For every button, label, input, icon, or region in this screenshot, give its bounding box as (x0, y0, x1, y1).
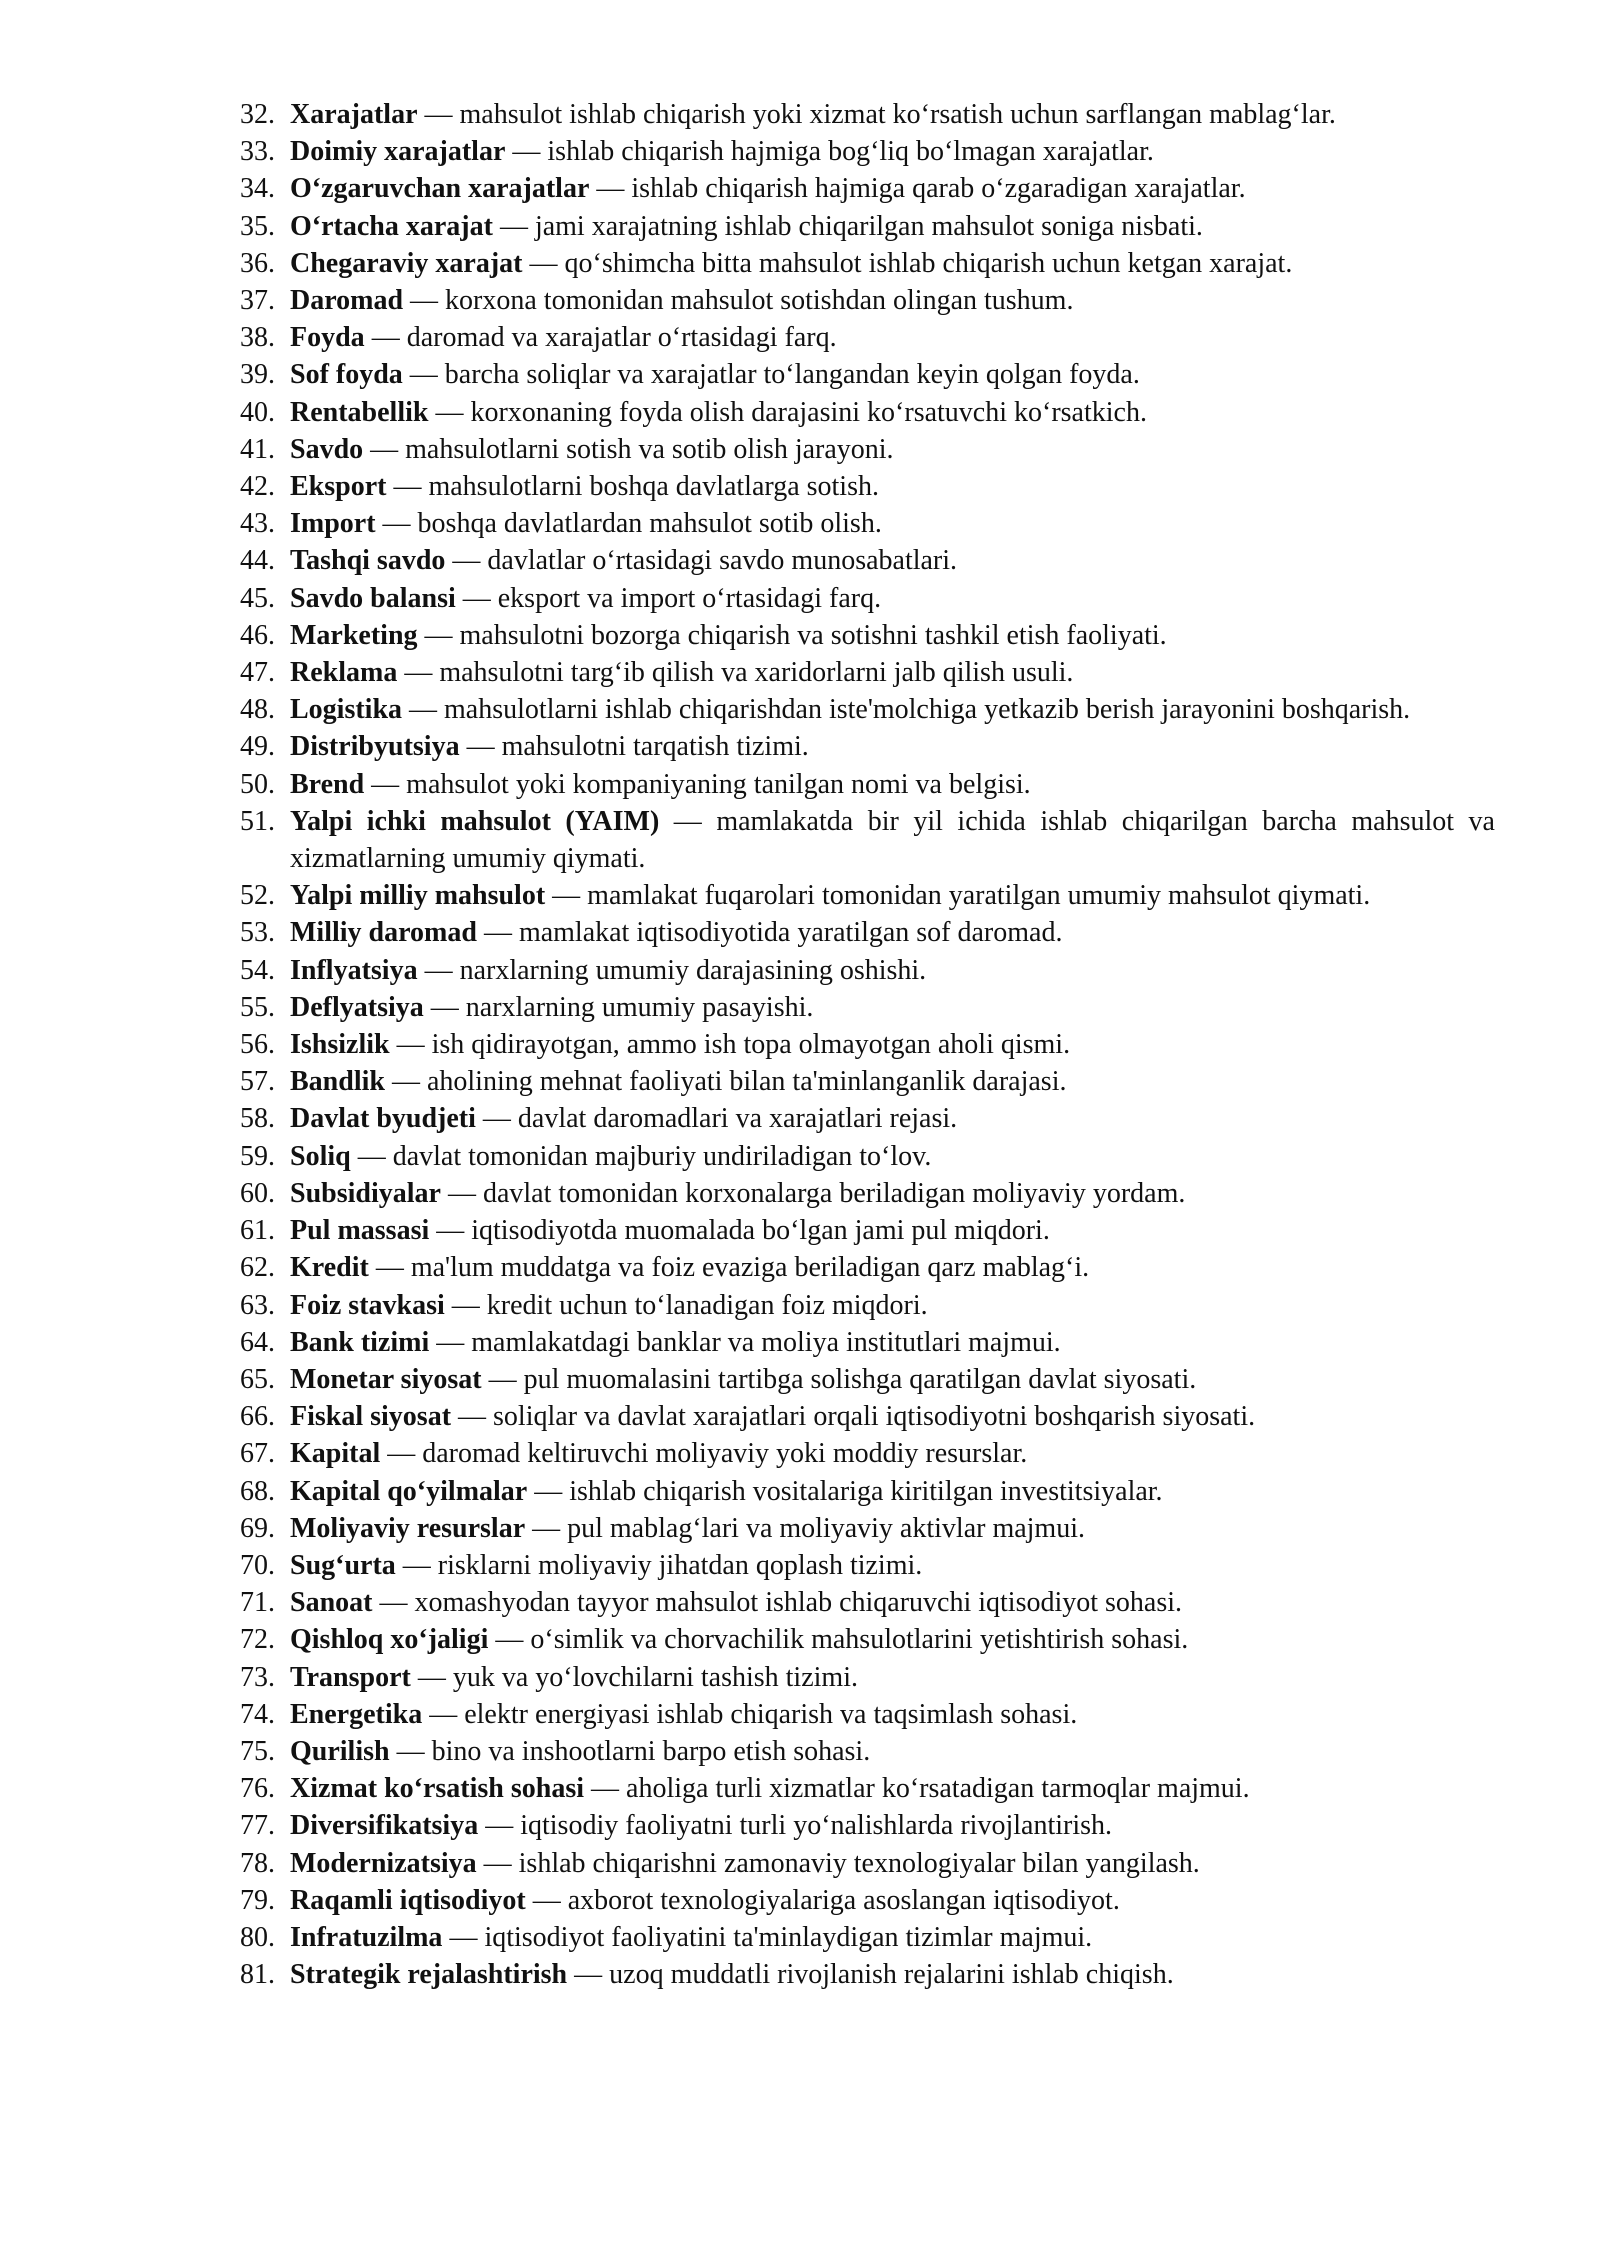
term-name: Deflyatsiya (290, 991, 424, 1023)
term-definition: — mahsulotlarni boshqa davlatlarga sotish. (386, 471, 879, 503)
glossary-item (240, 1026, 1495, 1063)
item-number: 47. (240, 657, 275, 689)
item-number: 32. (240, 99, 275, 130)
item-number: 77. (240, 1810, 275, 1842)
term-definition: — kredit uchun to‘lanadigan foiz miqdori. (444, 1289, 928, 1321)
term-definition: — mamlakatda bir yil ichida ishlab chiqarilgan barcha mahsulot va xizmatlarning umumiy qiymati. (290, 805, 1495, 875)
glossary-item (240, 914, 1495, 951)
item-number: 37. (240, 285, 275, 317)
glossary-item (240, 133, 1495, 170)
glossary-item (240, 691, 1495, 728)
glossary-item (240, 394, 1495, 431)
item-number: 40. (240, 396, 275, 428)
term-definition: — jami xarajatning ishlab chiqarilgan mahsulot soniga nisbati. (492, 210, 1203, 242)
term-name: Logistika (290, 694, 403, 726)
term-definition: — xomashyodan tayyor mahsulot ishlab chiqaruvchi iqtisodiyot sohasi. (372, 1587, 1183, 1619)
term-name: Savdo (290, 433, 364, 465)
item-number: 72. (240, 1624, 275, 1656)
term-definition: — mamlakatdagi banklar va moliya institutlari majmui. (429, 1326, 1061, 1358)
term-definition: — ishlab chiqarish vositalariga kiritilgan investitsiyalar. (527, 1475, 1163, 1507)
term-name: Energetika (290, 1698, 423, 1730)
term-definition: — mahsulot yoki kompaniyaning tanilgan nomi va belgisi. (364, 768, 1031, 800)
glossary-item (240, 1919, 1495, 1956)
term-name: Reklama (290, 657, 398, 689)
term-definition: — elektr energiyasi ishlab chiqarish va taqsimlash sohasi. (422, 1698, 1078, 1730)
item-number: 63. (240, 1289, 275, 1321)
item-number: 46. (240, 619, 275, 651)
glossary-item (240, 580, 1495, 617)
glossary-item (240, 728, 1495, 765)
item-number: 33. (240, 136, 275, 168)
glossary-item (240, 1398, 1495, 1435)
term-name: Foiz stavkasi (290, 1289, 445, 1321)
item-number: 45. (240, 582, 275, 614)
term-name: Diversifikatsiya (290, 1810, 479, 1842)
term-definition: — eksport va import o‘rtasidagi farq. (455, 582, 882, 614)
item-number: 51. (240, 805, 275, 837)
term-name: Sug‘urta (290, 1549, 396, 1581)
term-name: Davlat byudjeti (290, 1103, 476, 1135)
glossary-item (240, 1287, 1495, 1324)
item-number: 59. (240, 1140, 275, 1172)
term-definition: — daromad keltiruvchi moliyaviy yoki moddiy resurslar. (380, 1438, 1028, 1470)
glossary-item (240, 1473, 1495, 1510)
item-number: 73. (240, 1661, 275, 1693)
glossary-item (240, 989, 1495, 1026)
glossary-item (240, 877, 1495, 914)
glossary-item (240, 1733, 1495, 1770)
glossary-list (240, 96, 1495, 1993)
item-number: 60. (240, 1177, 275, 1209)
item-number: 62. (240, 1252, 275, 1284)
item-number: 71. (240, 1587, 275, 1619)
term-definition: — ish qidirayotgan, ammo ish topa olmayotgan aholi qismi. (389, 1029, 1071, 1061)
term-name: Milliy daromad (290, 917, 477, 949)
glossary-item (240, 468, 1495, 505)
item-number: 55. (240, 991, 275, 1023)
glossary-item (240, 319, 1495, 356)
term-name: Transport (290, 1661, 411, 1693)
term-name: Doimiy xarajatlar (290, 136, 506, 168)
term-definition: — mahsulotni bozorga chiqarish va sotishni tashkil etish faoliyati. (417, 619, 1167, 651)
term-name: Distribyutsiya (290, 731, 460, 763)
item-number: 38. (240, 322, 275, 354)
item-number: 68. (240, 1475, 275, 1507)
glossary-item (240, 282, 1495, 319)
glossary-item (240, 1212, 1495, 1249)
item-number: 53. (240, 917, 275, 949)
term-name: Bandlik (290, 1066, 385, 1098)
glossary-item (240, 803, 1495, 877)
item-number: 56. (240, 1029, 275, 1061)
item-number: 52. (240, 880, 275, 912)
glossary-item (240, 1361, 1495, 1398)
term-definition: — risklarni moliyaviy jihatdan qoplash tizimi. (395, 1549, 923, 1581)
term-name: Raqamli iqtisodiyot (290, 1884, 526, 1916)
term-definition: — korxona tomonidan mahsulot sotishdan olingan tushum. (403, 285, 1074, 317)
term-name: Yalpi ichki mahsulot (YAIM) (290, 805, 660, 837)
term-definition: — axborot texnologiyalariga asoslangan iqtisodiyot. (525, 1884, 1120, 1916)
glossary-item (240, 1175, 1495, 1212)
term-name: O‘zgaruvchan xarajatlar (290, 173, 590, 205)
term-definition: — pul mablag‘lari va moliyaviy aktivlar majmui. (525, 1512, 1085, 1544)
glossary-item (240, 1659, 1495, 1696)
term-definition: — iqtisodiyotda muomalada bo‘lgan jami pul miqdori. (429, 1215, 1050, 1247)
term-name: Bank tizimi (290, 1326, 430, 1358)
term-definition: — mahsulotlarni sotish va sotib olish jarayoni. (363, 433, 894, 465)
term-definition: — narxlarning umumiy pasayishi. (423, 991, 814, 1023)
term-definition: — barcha soliqlar va xarajatlar to‘langandan keyin qolgan foyda. (402, 359, 1140, 391)
term-definition: — pul muomalasini tartibga solishga qaratilgan davlat siyosati. (481, 1363, 1197, 1395)
glossary-item (240, 766, 1495, 803)
term-name: Import (290, 508, 376, 540)
item-number: 39. (240, 359, 275, 391)
term-definition: — aholining mehnat faoliyati bilan ta'minlanganlik darajasi. (384, 1066, 1067, 1098)
term-definition: — ma'lum muddatga va foiz evaziga beriladigan qarz mablag‘i. (368, 1252, 1090, 1284)
term-definition: — davlat tomonidan korxonalarga beriladigan moliyaviy yordam. (440, 1177, 1186, 1209)
item-number: 78. (240, 1847, 275, 1879)
item-number: 66. (240, 1401, 275, 1433)
term-name: Infratuzilma (290, 1921, 443, 1953)
item-number: 61. (240, 1215, 275, 1247)
term-definition: — bino va inshootlarni barpo etish sohasi. (389, 1735, 871, 1767)
glossary-item (240, 245, 1495, 282)
item-number: 58. (240, 1103, 275, 1135)
glossary-item (240, 1063, 1495, 1100)
glossary-item (240, 654, 1495, 691)
term-definition: — davlatlar o‘rtasidagi savdo munosabatlari. (445, 545, 958, 577)
item-number: 79. (240, 1884, 275, 1916)
glossary-item (240, 505, 1495, 542)
glossary-item (240, 1249, 1495, 1286)
term-name: Xizmat ko‘rsatish sohasi (290, 1773, 585, 1805)
term-definition: — ishlab chiqarishni zamonaviy texnologiyalar bilan yangilash. (476, 1847, 1200, 1879)
glossary-item (240, 1324, 1495, 1361)
term-definition: — mamlakat fuqarolari tomonidan yaratilgan umumiy mahsulot qiymati. (545, 880, 1371, 912)
term-name: Pul massasi (290, 1215, 430, 1247)
item-number: 80. (240, 1921, 275, 1953)
term-definition: — mahsulotni targ‘ib qilish va xaridorlarni jalb qilish usuli. (397, 657, 1074, 689)
item-number: 43. (240, 508, 275, 540)
term-name: Inflyatsiya (290, 954, 418, 986)
item-number: 41. (240, 433, 275, 465)
glossary-item (240, 1807, 1495, 1844)
term-definition: — aholiga turli xizmatlar ko‘rsatadigan tarmoqlar majmui. (584, 1773, 1250, 1805)
term-name: Qishloq xo‘jaligi (290, 1624, 489, 1656)
glossary-item (240, 431, 1495, 468)
item-number: 36. (240, 247, 275, 279)
term-definition: — ishlab chiqarish hajmiga bog‘liq bo‘lmagan xarajatlar. (505, 136, 1154, 168)
term-definition: — davlat tomonidan majburiy undiriladigan to‘lov. (350, 1140, 932, 1172)
term-definition: — boshqa davlatlardan mahsulot sotib olish. (375, 508, 882, 540)
term-definition: — yuk va yo‘lovchilarni tashish tizimi. (410, 1661, 858, 1693)
item-number: 74. (240, 1698, 275, 1730)
term-definition: — mahsulotlarni ishlab chiqarishdan iste'molchiga yetkazib berish jarayonini boshqarish. (402, 694, 1411, 726)
term-name: Kapital qo‘yilmalar (290, 1475, 528, 1507)
glossary-item (240, 617, 1495, 654)
item-number: 57. (240, 1066, 275, 1098)
glossary-item (240, 1138, 1495, 1175)
glossary-item (240, 1584, 1495, 1621)
item-number: 49. (240, 731, 275, 763)
glossary-item (240, 1696, 1495, 1733)
term-name: Sof foyda (290, 359, 403, 391)
term-name: Ishsizlik (290, 1029, 390, 1061)
term-definition: — korxonaning foyda olish darajasini ko‘rsatuvchi ko‘rsatkich. (428, 396, 1147, 428)
term-name: O‘rtacha xarajat (290, 210, 493, 242)
item-number: 42. (240, 471, 275, 503)
term-name: Monetar siyosat (290, 1363, 482, 1395)
term-name: Savdo balansi (290, 582, 456, 614)
term-name: Subsidiyalar (290, 1177, 441, 1209)
term-name: Moliyaviy resurslar (290, 1512, 526, 1544)
term-definition: — mahsulot ishlab chiqarish yoki xizmat ko‘rsatish uchun sarflangan mablag‘lar. (417, 99, 1336, 130)
glossary-item (240, 1547, 1495, 1584)
item-number: 67. (240, 1438, 275, 1470)
term-name: Eksport (290, 471, 387, 503)
glossary-item (240, 1956, 1495, 1993)
term-name: Sanoat (290, 1587, 373, 1619)
term-name: Soliq (290, 1140, 351, 1172)
glossary-item (240, 1435, 1495, 1472)
term-name: Kredit (290, 1252, 369, 1284)
glossary-item (240, 952, 1495, 989)
term-definition: — davlat daromadlari va xarajatlari rejasi. (475, 1103, 958, 1135)
term-definition: — ishlab chiqarish hajmiga qarab o‘zgaradigan xarajatlar. (589, 173, 1246, 205)
term-name: Tashqi savdo (290, 545, 446, 577)
term-name: Brend (290, 768, 365, 800)
term-name: Daromad (290, 285, 404, 317)
term-name: Fiskal siyosat (290, 1401, 452, 1433)
item-number: 65. (240, 1363, 275, 1395)
glossary-item (240, 356, 1495, 393)
glossary-item (240, 208, 1495, 245)
glossary-item (240, 1510, 1495, 1547)
term-name: Kapital (290, 1438, 381, 1470)
item-number: 34. (240, 173, 275, 205)
term-name: Rentabellik (290, 396, 429, 428)
item-number: 64. (240, 1326, 275, 1358)
item-number: 75. (240, 1735, 275, 1767)
term-definition: — qo‘shimcha bitta mahsulot ishlab chiqarish uchun ketgan xarajat. (522, 247, 1293, 279)
term-name: Xarajatlar (290, 99, 418, 130)
item-number: 70. (240, 1549, 275, 1581)
glossary-item (240, 1100, 1495, 1137)
glossary-item (240, 542, 1495, 579)
term-name: Yalpi milliy mahsulot (290, 880, 546, 912)
term-definition: — mahsulotni tarqatish tizimi. (459, 731, 809, 763)
item-number: 48. (240, 694, 275, 726)
term-definition: — iqtisodiy faoliyatni turli yo‘nalishlarda rivojlantirish. (478, 1810, 1113, 1842)
item-number: 44. (240, 545, 275, 577)
term-name: Modernizatsiya (290, 1847, 477, 1879)
item-number: 50. (240, 768, 275, 800)
glossary-item (240, 96, 1495, 133)
term-definition: — narxlarning umumiy darajasining oshishi. (417, 954, 927, 986)
term-definition: — uzoq muddatli rivojlanish rejalarini ishlab chiqish. (567, 1959, 1174, 1991)
item-number: 76. (240, 1773, 275, 1805)
term-name: Marketing (290, 619, 418, 651)
glossary-item (240, 170, 1495, 207)
term-name: Chegaraviy xarajat (290, 247, 523, 279)
term-definition: — o‘simlik va chorvachilik mahsulotlarini yetishtirish sohasi. (488, 1624, 1189, 1656)
item-number: 35. (240, 210, 275, 242)
term-definition: — daromad va xarajatlar o‘rtasidagi farq. (364, 322, 837, 354)
term-definition: — soliqlar va davlat xarajatlari orqali iqtisodiyotni boshqarish siyosati. (451, 1401, 1256, 1433)
term-name: Foyda (290, 322, 365, 354)
term-definition: — iqtisodiyot faoliyatini ta'minlaydigan tizimlar majmui. (442, 1921, 1093, 1953)
term-definition: — mamlakat iqtisodiyotida yaratilgan sof daromad. (476, 917, 1063, 949)
item-number: 54. (240, 954, 275, 986)
item-number: 81. (240, 1959, 275, 1991)
glossary-item (240, 1845, 1495, 1882)
term-name: Qurilish (290, 1735, 390, 1767)
glossary-item (240, 1621, 1495, 1658)
item-number: 69. (240, 1512, 275, 1544)
glossary-item (240, 1770, 1495, 1807)
term-name: Strategik rejalashtirish (290, 1959, 568, 1991)
glossary-item (240, 1882, 1495, 1919)
